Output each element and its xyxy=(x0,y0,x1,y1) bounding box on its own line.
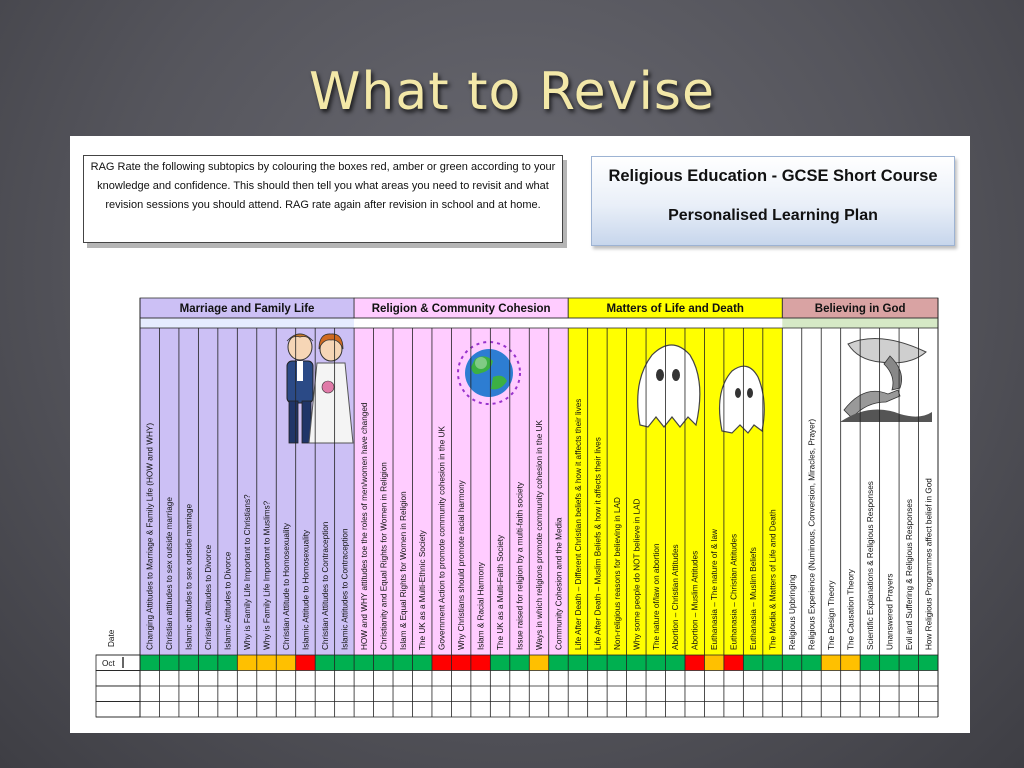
topic-label: How Religious Programmes affect belief in God xyxy=(924,478,934,650)
rag-cell-empty[interactable] xyxy=(880,671,899,687)
rag-cell-empty[interactable] xyxy=(296,671,315,687)
topic-label: Life After Death – Muslim Beliefs & how it affects their lives xyxy=(593,437,603,650)
topic-label: Life After Death – Different Christian beliefs & how it affects their lives xyxy=(573,398,583,650)
rag-cell-empty[interactable] xyxy=(237,686,256,702)
rag-cell[interactable] xyxy=(179,655,198,671)
topic-label: Evil and Suffering & Religious Responses xyxy=(904,499,914,650)
rag-cell-empty[interactable] xyxy=(490,671,509,687)
rag-cell-empty[interactable] xyxy=(510,702,529,718)
rag-cell-empty[interactable] xyxy=(335,671,354,687)
rag-cell[interactable] xyxy=(335,655,354,671)
topic-label: Christian Attitudes to Divorce xyxy=(204,544,214,650)
topic-label: Why is Family Life Important to Christians? xyxy=(243,494,253,650)
rag-cell-empty[interactable] xyxy=(704,702,723,718)
rag-cell-empty[interactable] xyxy=(821,702,840,718)
rag-cell-empty[interactable] xyxy=(724,686,743,702)
section-subheader-bg xyxy=(568,318,782,328)
topic-label: Islamic Attitude to Homosexuality xyxy=(301,529,311,650)
topic-label: Ways in which religions promote community cohesion in the UK xyxy=(535,420,544,650)
rag-cell[interactable] xyxy=(432,655,451,671)
rag-cell[interactable] xyxy=(296,655,315,671)
rag-cell-empty[interactable] xyxy=(588,702,607,718)
rag-cell-empty[interactable] xyxy=(276,702,295,718)
rag-cell[interactable] xyxy=(315,655,334,671)
topic-label: The Design Theory xyxy=(826,580,836,650)
learning-plan-document xyxy=(70,136,970,733)
rag-cell-empty[interactable] xyxy=(315,686,334,702)
rag-cell[interactable] xyxy=(802,655,821,671)
topic-label: Changing Attitudes to Marriage & Family Life (HOW and WHY) xyxy=(145,422,155,650)
rag-cell-empty[interactable] xyxy=(627,702,646,718)
rag-cell-empty[interactable] xyxy=(607,671,626,687)
rag-cell-empty[interactable] xyxy=(490,702,509,718)
topic-label: Euthanasia – The nature of & law xyxy=(710,529,720,650)
rag-cell-empty[interactable] xyxy=(782,686,801,702)
rag-table xyxy=(70,136,970,733)
rag-cell[interactable] xyxy=(529,655,548,671)
section-title: Matters of Life and Death xyxy=(606,303,744,315)
rag-cell-empty[interactable] xyxy=(393,702,412,718)
rag-cell-empty[interactable] xyxy=(451,702,470,718)
rag-cell[interactable] xyxy=(860,655,879,671)
topic-label: Why is Family Life Important to Muslims? xyxy=(262,500,272,650)
rag-cell-empty[interactable] xyxy=(919,671,938,687)
rag-cell-empty[interactable] xyxy=(471,671,490,687)
section-subheader-bg xyxy=(140,318,354,328)
topic-label: HOW and WHY attitudes toe the roles of men/women have changed xyxy=(359,402,369,650)
topic-label: Community Cohesion and the Media xyxy=(554,517,564,650)
rag-cell[interactable] xyxy=(821,655,840,671)
slide-title: What to Revise xyxy=(309,62,715,122)
topic-label: Issue raised for religion by a multi-faith society xyxy=(515,482,525,650)
rag-cell-empty[interactable] xyxy=(140,686,159,702)
rag-cell-empty[interactable] xyxy=(568,671,587,687)
rag-cell-empty[interactable] xyxy=(276,686,295,702)
rag-cell[interactable] xyxy=(704,655,723,671)
rag-cell-empty[interactable] xyxy=(646,702,665,718)
rag-cell[interactable] xyxy=(451,655,470,671)
rag-cell-empty[interactable] xyxy=(743,671,762,687)
rag-cell-empty[interactable] xyxy=(218,686,237,702)
rag-cell[interactable] xyxy=(198,655,217,671)
rag-cell-empty[interactable] xyxy=(724,702,743,718)
topic-label: Non-religious reasons for believing in LAD xyxy=(612,497,622,650)
rag-cell-empty[interactable] xyxy=(510,671,529,687)
rag-cell[interactable] xyxy=(685,655,704,671)
rag-cell-empty[interactable] xyxy=(860,671,879,687)
rag-cell-empty[interactable] xyxy=(782,671,801,687)
rag-cell-empty[interactable] xyxy=(140,671,159,687)
rag-cell-empty[interactable] xyxy=(257,671,276,687)
rag-cell-empty[interactable] xyxy=(821,671,840,687)
rag-cell-empty[interactable] xyxy=(666,671,685,687)
rag-cell-empty[interactable] xyxy=(529,671,548,687)
rag-cell-empty[interactable] xyxy=(919,702,938,718)
topic-label: Christian attitudes to sex outside marriage xyxy=(165,497,175,650)
rag-cell-empty[interactable] xyxy=(860,702,879,718)
rag-cell-empty[interactable] xyxy=(451,686,470,702)
topic-label: The Causation Theory xyxy=(846,569,856,650)
rag-cell[interactable] xyxy=(510,655,529,671)
rag-cell-empty[interactable] xyxy=(179,686,198,702)
rag-cell-empty[interactable] xyxy=(374,686,393,702)
rag-cell-empty[interactable] xyxy=(821,686,840,702)
rag-cell-empty[interactable] xyxy=(335,702,354,718)
rag-cell-empty[interactable] xyxy=(296,702,315,718)
rag-cell[interactable] xyxy=(237,655,256,671)
rag-cell-empty[interactable] xyxy=(490,686,509,702)
rag-cell-empty[interactable] xyxy=(315,671,334,687)
rag-cell[interactable] xyxy=(841,655,860,671)
rag-cell-empty[interactable] xyxy=(159,702,178,718)
section-title: Religion & Community Cohesion xyxy=(371,303,551,315)
rag-cell[interactable] xyxy=(666,655,685,671)
rag-cell-empty[interactable] xyxy=(432,702,451,718)
topic-label: Religious Experience (Numinous, Conversion, Miracles, Prayer) xyxy=(807,418,817,650)
rag-cell-empty[interactable] xyxy=(354,686,373,702)
rag-cell-empty[interactable] xyxy=(412,702,431,718)
topic-label: Christian Attitudes to Contraception xyxy=(320,521,330,650)
section-subheader-bg xyxy=(782,318,938,328)
rag-cell-empty[interactable] xyxy=(646,671,665,687)
topic-label: Christianity and Equal Rights for Women in Religion xyxy=(379,462,389,650)
rag-cell-empty[interactable] xyxy=(432,686,451,702)
section-subheader-bg xyxy=(354,318,568,328)
rag-cell[interactable] xyxy=(743,655,762,671)
section-title: Believing in God xyxy=(814,303,906,315)
rag-cell-empty[interactable] xyxy=(276,671,295,687)
rag-cell-empty[interactable] xyxy=(899,702,918,718)
rag-cell[interactable] xyxy=(880,655,899,671)
rag-cell-empty[interactable] xyxy=(899,671,918,687)
topic-label: The UK as a Multi-Ethnic Society xyxy=(418,530,428,650)
rag-cell-empty[interactable] xyxy=(802,686,821,702)
rag-cell-empty[interactable] xyxy=(471,702,490,718)
rag-cell-empty[interactable] xyxy=(666,686,685,702)
rag-cell-empty[interactable] xyxy=(412,671,431,687)
rag-cell-empty[interactable] xyxy=(179,702,198,718)
rag-cell-empty[interactable] xyxy=(510,686,529,702)
rag-cell[interactable] xyxy=(568,655,587,671)
topic-label: Islamic Attitudes to Contraception xyxy=(340,528,350,650)
rag-cell-empty[interactable] xyxy=(919,686,938,702)
first-row-date: Oct xyxy=(102,659,115,668)
rag-cell-empty[interactable] xyxy=(763,702,782,718)
rag-cell-empty[interactable] xyxy=(588,686,607,702)
rag-cell-empty[interactable] xyxy=(860,686,879,702)
rag-cell-empty[interactable] xyxy=(198,702,217,718)
section-title: Marriage and Family Life xyxy=(179,303,315,315)
rag-cell-empty[interactable] xyxy=(666,702,685,718)
rag-cell[interactable] xyxy=(412,655,431,671)
rag-cell-empty[interactable] xyxy=(607,686,626,702)
rag-cell[interactable] xyxy=(607,655,626,671)
topic-label: Why some people do NOT believe in LAD xyxy=(632,498,642,650)
rag-cell-empty[interactable] xyxy=(296,686,315,702)
topic-label: Scientific Explanations & Religious Responses xyxy=(865,481,875,650)
rag-cell-empty[interactable] xyxy=(374,702,393,718)
rag-cell-empty[interactable] xyxy=(627,671,646,687)
topic-label: Unanswered Prayers xyxy=(885,573,895,650)
rag-cell[interactable] xyxy=(627,655,646,671)
rag-cell-empty[interactable] xyxy=(704,671,723,687)
rag-cell-empty[interactable] xyxy=(549,686,568,702)
date-cell[interactable] xyxy=(96,702,140,718)
rag-cell-empty[interactable] xyxy=(763,671,782,687)
topic-label: Why Christians should promote racial harmony xyxy=(457,480,467,650)
instructions-box: RAG Rate the following subtopics by colouring the boxes red, amber or green according to your knowledge and confidence. This should then tell you what areas you need to revisit and what revision sessions you should attend. RAG rate again after revision in school and at home. xyxy=(83,155,563,243)
rag-cell[interactable] xyxy=(218,655,237,671)
rag-cell-empty[interactable] xyxy=(529,702,548,718)
rag-cell[interactable] xyxy=(159,655,178,671)
rag-cell-empty[interactable] xyxy=(529,686,548,702)
rag-cell[interactable] xyxy=(257,655,276,671)
rag-cell-empty[interactable] xyxy=(841,702,860,718)
rag-cell-empty[interactable] xyxy=(743,702,762,718)
rag-cell[interactable] xyxy=(374,655,393,671)
topic-label: Islamic attitudes to sex outside marriage xyxy=(184,503,194,650)
topic-label: Islam & Racial Harmony xyxy=(476,562,486,650)
rag-cell-empty[interactable] xyxy=(354,671,373,687)
rag-cell-empty[interactable] xyxy=(549,702,568,718)
rag-cell-empty[interactable] xyxy=(237,702,256,718)
rag-cell-empty[interactable] xyxy=(743,686,762,702)
rag-cell-empty[interactable] xyxy=(257,686,276,702)
rag-cell-empty[interactable] xyxy=(880,702,899,718)
rag-cell-empty[interactable] xyxy=(802,702,821,718)
rag-cell-empty[interactable] xyxy=(782,702,801,718)
rag-cell[interactable] xyxy=(782,655,801,671)
rag-cell-empty[interactable] xyxy=(179,671,198,687)
rag-cell[interactable] xyxy=(588,655,607,671)
rag-cell[interactable] xyxy=(724,655,743,671)
plan-title: Personalised Learning Plan xyxy=(668,207,878,224)
rag-cell[interactable] xyxy=(140,655,159,671)
date-cell[interactable] xyxy=(96,686,140,702)
rag-cell-empty[interactable] xyxy=(568,702,587,718)
rag-cell-empty[interactable] xyxy=(354,702,373,718)
rag-cell[interactable] xyxy=(899,655,918,671)
rag-cell-empty[interactable] xyxy=(315,702,334,718)
topic-label: Abortion – Christian Attitudes xyxy=(671,544,681,650)
date-header: Date xyxy=(107,629,116,647)
topic-label: The UK as a Multi-Faith Society xyxy=(496,534,506,650)
rag-cell-empty[interactable] xyxy=(471,686,490,702)
rag-cell-empty[interactable] xyxy=(237,671,256,687)
rag-cell[interactable] xyxy=(276,655,295,671)
rag-cell[interactable] xyxy=(393,655,412,671)
rag-cell[interactable] xyxy=(490,655,509,671)
rag-cell-empty[interactable] xyxy=(568,686,587,702)
topic-label: The nature of/law on abortion xyxy=(651,543,661,650)
topic-label: Abortion – Muslim Attitudes xyxy=(690,550,700,650)
rag-cell-empty[interactable] xyxy=(140,702,159,718)
rag-cell[interactable] xyxy=(763,655,782,671)
rag-cell-empty[interactable] xyxy=(198,686,217,702)
rag-cell-empty[interactable] xyxy=(685,702,704,718)
rag-cell-empty[interactable] xyxy=(198,671,217,687)
rag-cell-empty[interactable] xyxy=(257,702,276,718)
rag-cell-empty[interactable] xyxy=(159,686,178,702)
rag-cell-empty[interactable] xyxy=(841,686,860,702)
topic-label: Euthanasia – Christian Attitudes xyxy=(729,533,739,650)
rag-cell-empty[interactable] xyxy=(763,686,782,702)
course-title: Religious Education - GCSE Short Course xyxy=(608,167,938,185)
rag-cell-empty[interactable] xyxy=(432,671,451,687)
rag-cell[interactable] xyxy=(354,655,373,671)
rag-cell[interactable] xyxy=(549,655,568,671)
topic-label: Christian Attitude to Homosexuality xyxy=(281,523,291,650)
rag-cell-empty[interactable] xyxy=(374,671,393,687)
rag-cell-empty[interactable] xyxy=(899,686,918,702)
rag-cell-empty[interactable] xyxy=(627,686,646,702)
rag-cell[interactable] xyxy=(646,655,665,671)
rag-cell-empty[interactable] xyxy=(451,671,470,687)
rag-cell-empty[interactable] xyxy=(880,686,899,702)
date-cell[interactable] xyxy=(96,671,140,687)
topic-label: Islam & Equal Rights for Women in Religion xyxy=(398,491,408,650)
topic-label: Government Action to promote community cohesion in the UK xyxy=(437,426,447,650)
rag-cell-empty[interactable] xyxy=(724,671,743,687)
rag-cell-empty[interactable] xyxy=(841,671,860,687)
topic-label: Islamic Attitudes to Divorce xyxy=(223,551,233,650)
rag-cell[interactable] xyxy=(471,655,490,671)
rag-cell-empty[interactable] xyxy=(218,702,237,718)
rag-cell-empty[interactable] xyxy=(588,671,607,687)
rag-cell[interactable] xyxy=(919,655,938,671)
rag-cell-empty[interactable] xyxy=(685,686,704,702)
rag-cell-empty[interactable] xyxy=(549,671,568,687)
rag-cell-empty[interactable] xyxy=(412,686,431,702)
topic-label: The Media & Matters of Life and Death xyxy=(768,509,778,650)
rag-cell-empty[interactable] xyxy=(607,702,626,718)
rag-cell-empty[interactable] xyxy=(685,671,704,687)
rag-cell-empty[interactable] xyxy=(704,686,723,702)
topic-label: Religious Upbringing xyxy=(788,574,798,650)
rag-cell-empty[interactable] xyxy=(335,686,354,702)
rag-cell-empty[interactable] xyxy=(218,671,237,687)
rag-cell-empty[interactable] xyxy=(646,686,665,702)
rag-cell-empty[interactable] xyxy=(159,671,178,687)
rag-cell-empty[interactable] xyxy=(802,671,821,687)
topic-label: Euthanasia – Muslim Beliefs xyxy=(749,547,759,650)
rag-cell-empty[interactable] xyxy=(393,686,412,702)
rag-cell-empty[interactable] xyxy=(393,671,412,687)
